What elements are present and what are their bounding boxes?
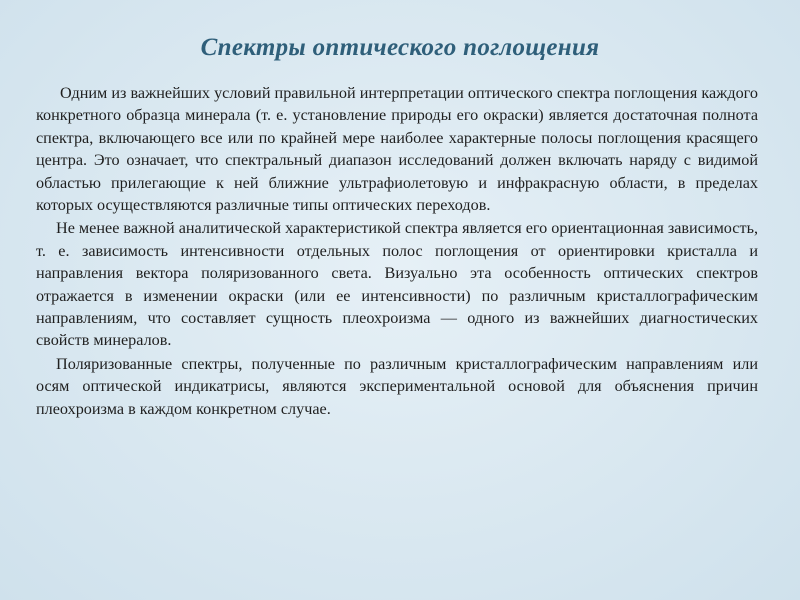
slide-body [36, 82, 758, 421]
paragraph-3: Поляризованные спектры, полученные по различным кристаллографическим направлениям или осям оптической индикатрисы, являются экспериментальной основой для объяснения причин плеохроизма в каждом конкретном случае. [36, 354, 758, 418]
slide-title: Спектры оптического поглощения [200, 34, 600, 61]
paragraph-1: Одним из важнейших условий правильной интерпретации оптического спектра поглощения каждого конкретного образца минерала (т. е. установление природы его окраски) является достаточная полнота спектра, включающего все или по крайней мере наиболее характерные полосы поглощения красящего центра. Это означает, что спектральный диапазон исследований должен включать наряду с видимой областью прилегающие к ней ближние ультрафиолетовую и инфракрасную области, в пределах которых осуществляются различные типы оптических переходов. [36, 84, 758, 215]
paragraph-2: Не менее важной аналитической характеристикой спектра является его ориентационная зависимость, т. е. зависимость интенсивности отдельных полос поглощения от ориентировки кристалла и направления вектора поляризованного света. Визуально эта особенность оптических спектров отражается в изменении окраски (или ее интенсивности) по различным кристаллографическим направлениям, что составляет сущность плеохроизма — одного из важнейших диагностических свойств минералов. [36, 219, 758, 350]
